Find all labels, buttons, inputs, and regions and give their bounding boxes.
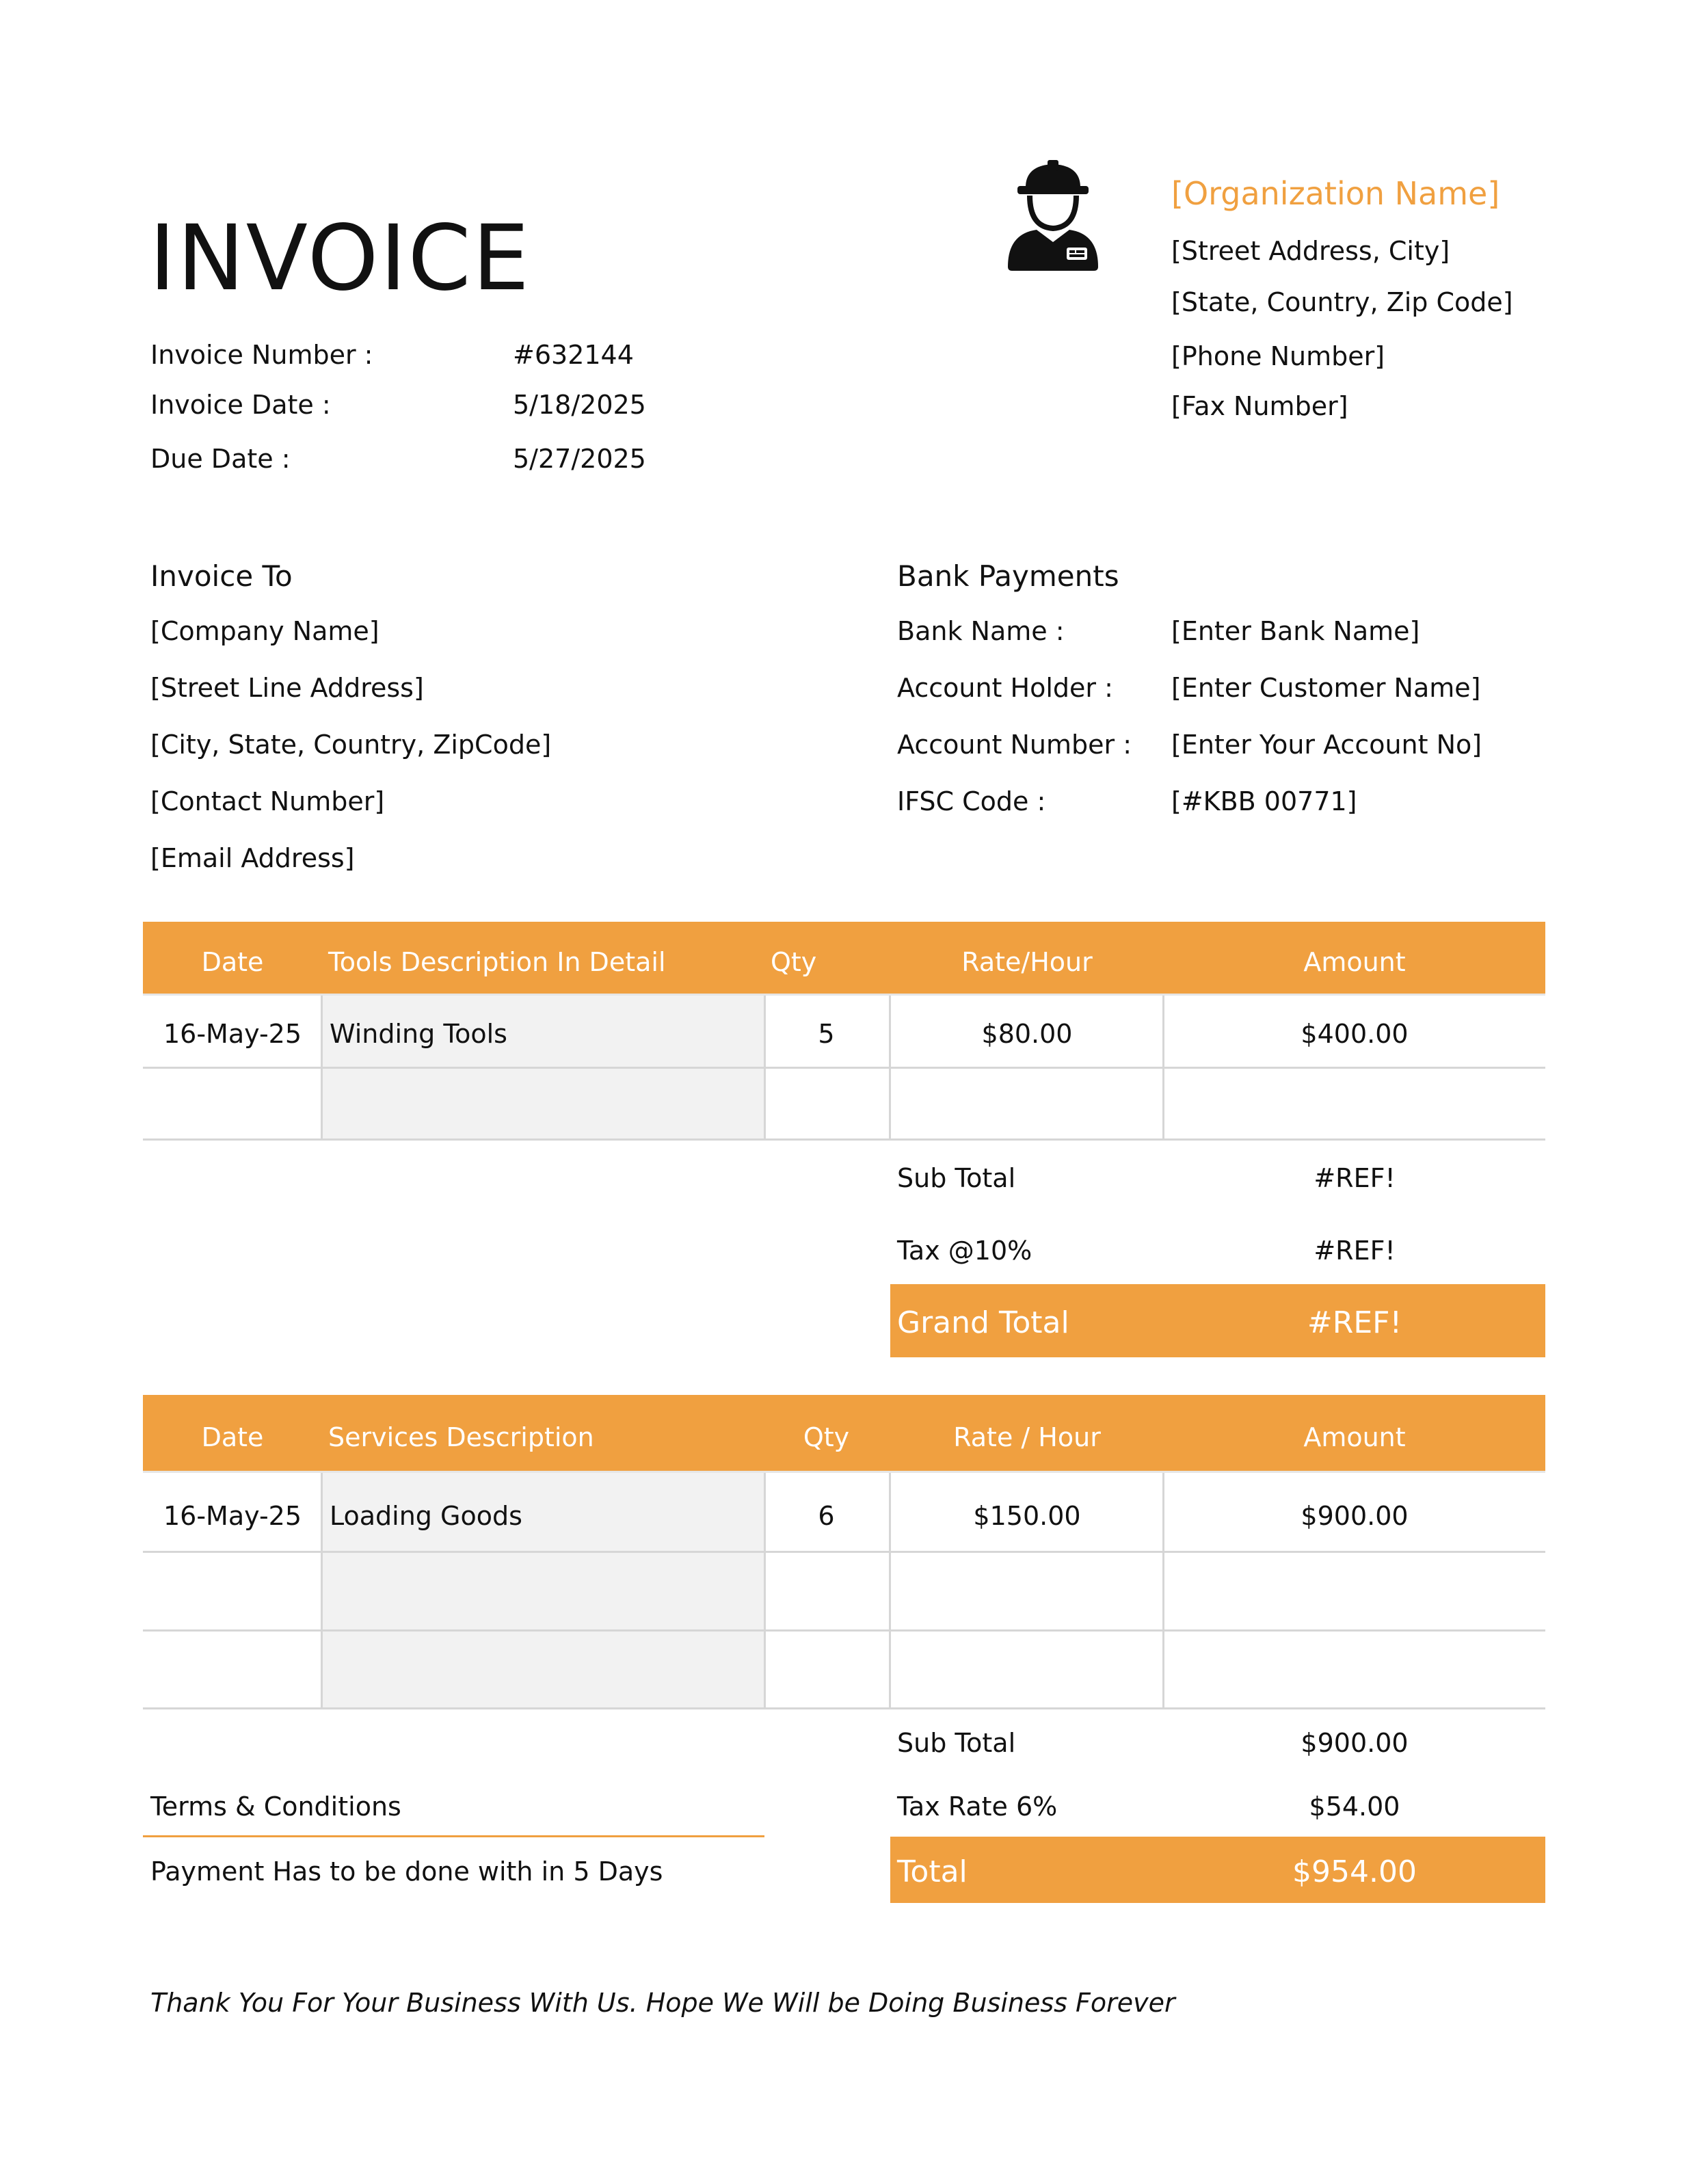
invoice-to-heading: Invoice To [150,559,293,593]
due-date-value: 5/27/2025 [513,444,646,474]
terms-text: Payment Has to be done with in 5 Days [150,1856,663,1887]
tools-col-divider [764,996,766,1138]
org-fax-number: [Fax Number] [1171,391,1348,421]
services-row-divider [143,1629,1545,1632]
invoice-number-value: #632144 [513,340,634,370]
services-row-divider [143,1551,1545,1553]
tools-grand-total-label: Grand Total [897,1305,1069,1340]
tools-col-divider [889,996,891,1138]
org-phone-number: [Phone Number] [1171,341,1385,371]
services-header-amount: Amount [1303,1422,1406,1452]
tools-tax-label: Tax @10% [897,1236,1032,1266]
invoice-date-label: Invoice Date : [150,390,331,420]
bank-name-label: Bank Name : [897,616,1065,646]
tools-row-divider [143,994,1545,996]
bill-to-company: [Company Name] [150,616,379,646]
services-tax-value: $54.00 [1309,1792,1400,1822]
services-row-date: 16-May-25 [163,1501,302,1531]
services-row-divider [143,1707,1545,1709]
services-row-qty: 6 [818,1501,835,1531]
services-total-value: $954.00 [1292,1854,1417,1889]
org-state-country-zip: [State, Country, Zip Code] [1171,287,1513,317]
services-row-rate: $150.00 [973,1501,1081,1531]
services-row-divider [143,1471,1545,1473]
account-number-label: Account Number : [897,730,1132,760]
services-header-rate: Rate / Hour [953,1422,1101,1452]
invoice-number-label: Invoice Number : [150,340,373,370]
services-subtotal-label: Sub Total [897,1728,1016,1758]
tools-row-date: 16-May-25 [163,1019,302,1049]
tools-header-qty: Qty [771,947,817,977]
terms-heading: Terms & Conditions [150,1792,401,1822]
invoice-title: INVOICE [149,206,531,311]
bill-to-email: [Email Address] [150,843,355,873]
services-header-description: Services Description [328,1422,594,1452]
tools-subtotal-value: #REF! [1314,1163,1396,1193]
services-row-description: Loading Goods [330,1501,522,1531]
terms-underline [143,1835,764,1837]
tools-row-divider [143,1067,1545,1069]
tools-header-date: Date [201,947,264,977]
tools-col-divider [1162,996,1164,1138]
org-street-address: [Street Address, City] [1171,236,1450,266]
tools-row-divider [143,1138,1545,1141]
tools-row-qty: 5 [818,1019,835,1049]
account-holder-value: [Enter Customer Name] [1171,673,1481,703]
tools-col-divider [321,996,323,1138]
tools-row-description: Winding Tools [330,1019,507,1049]
ifsc-code-value: [#KBB 00771] [1171,786,1357,816]
services-subtotal-value: $900.00 [1301,1728,1409,1758]
account-number-value: [Enter Your Account No] [1171,730,1482,760]
services-tax-label: Tax Rate 6% [897,1792,1058,1822]
tools-row-rate: $80.00 [981,1019,1073,1049]
ifsc-code-label: IFSC Code : [897,786,1046,816]
worker-hardhat-icon [998,157,1108,274]
organization-name: [Organization Name] [1171,175,1500,212]
tools-row-amount: $400.00 [1301,1019,1409,1049]
bill-to-street: [Street Line Address] [150,673,424,703]
bank-payments-heading: Bank Payments [897,559,1119,593]
due-date-label: Due Date : [150,444,291,474]
services-total-label: Total [897,1854,968,1889]
services-header-date: Date [201,1422,264,1452]
tools-grand-total-value: #REF! [1307,1305,1402,1340]
tools-header-amount: Amount [1303,947,1406,977]
bank-name-value: [Enter Bank Name] [1171,616,1420,646]
invoice-date-value: 5/18/2025 [513,390,646,420]
tools-tax-value: #REF! [1314,1236,1396,1266]
services-header-qty: Qty [803,1422,850,1452]
bill-to-city: [City, State, Country, ZipCode] [150,730,552,760]
tools-header-description: Tools Description In Detail [328,947,666,977]
bill-to-contact: [Contact Number] [150,786,385,816]
services-row-amount: $900.00 [1301,1501,1409,1531]
tools-subtotal-label: Sub Total [897,1163,1016,1193]
thank-you-note: Thank You For Your Business With Us. Hope We Will be Doing Business Forever [150,1988,1175,2018]
account-holder-label: Account Holder : [897,673,1113,703]
tools-header-rate: Rate/Hour [961,947,1093,977]
